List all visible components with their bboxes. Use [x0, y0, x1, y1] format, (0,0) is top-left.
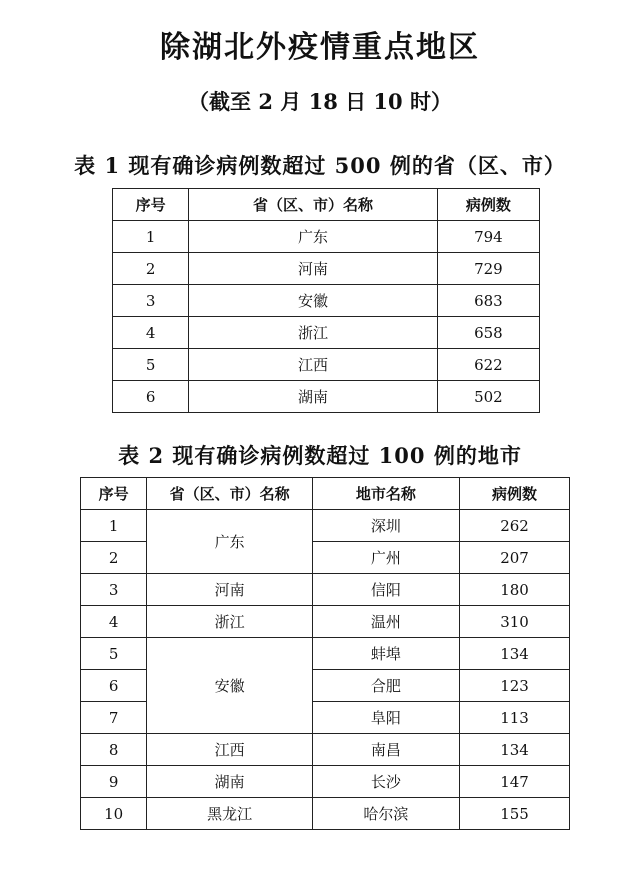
cell-cases: 147	[460, 766, 570, 798]
column-header-city: 地市名称	[312, 478, 459, 510]
table-row	[113, 285, 540, 317]
cell-province: 广东	[147, 510, 312, 574]
table-row	[81, 766, 570, 798]
cell-no: 2	[113, 253, 189, 285]
cell-cases: 134	[460, 638, 570, 670]
cell-no: 9	[81, 766, 147, 798]
cell-no: 3	[81, 574, 147, 606]
cell-no: 7	[81, 702, 147, 734]
column-header-no: 序号	[113, 189, 189, 221]
cell-cases: 310	[460, 606, 570, 638]
cell-province: 湖南	[147, 766, 312, 798]
cell-cases: 729	[437, 253, 539, 285]
cell-city: 长沙	[312, 766, 459, 798]
column-header-province: 省（区、市）名称	[189, 189, 438, 221]
cell-no: 10	[81, 798, 147, 830]
table-row	[113, 317, 540, 349]
cell-city: 南昌	[312, 734, 459, 766]
page-title: 除湖北外疫情重点地区	[160, 30, 480, 65]
cell-no: 5	[113, 349, 189, 381]
cell-cases: 794	[437, 221, 539, 253]
table-row	[113, 253, 540, 285]
table-row	[81, 638, 570, 670]
cell-city: 信阳	[312, 574, 459, 606]
table2-caption: 表 2 现有确诊病例数超过 100 例的地市	[118, 443, 522, 468]
table-row	[113, 221, 540, 253]
cell-city: 深圳	[312, 510, 459, 542]
table-row	[81, 574, 570, 606]
table-header-row	[113, 189, 540, 221]
page-subtitle: （截至 2 月 18 日 10 时）	[188, 89, 452, 114]
cell-city: 蚌埠	[312, 638, 459, 670]
cell-city: 哈尔滨	[312, 798, 459, 830]
cell-province: 浙江	[147, 606, 312, 638]
cell-cases: 502	[437, 381, 539, 413]
cell-province: 广东	[189, 221, 438, 253]
cell-province: 黑龙江	[147, 798, 312, 830]
cell-province: 江西	[147, 734, 312, 766]
table-header-row	[81, 478, 570, 510]
cell-cases: 622	[437, 349, 539, 381]
cell-cases: 113	[460, 702, 570, 734]
table-row	[81, 510, 570, 542]
cell-cases: 180	[460, 574, 570, 606]
cell-cases: 262	[460, 510, 570, 542]
cell-city: 阜阳	[312, 702, 459, 734]
cell-province: 安徽	[147, 638, 312, 734]
cell-province: 湖南	[189, 381, 438, 413]
table-row	[81, 734, 570, 766]
table-row	[81, 798, 570, 830]
table-row	[81, 606, 570, 638]
cell-province: 安徽	[189, 285, 438, 317]
cell-cases: 658	[437, 317, 539, 349]
cell-no: 2	[81, 542, 147, 574]
column-header-no: 序号	[81, 478, 147, 510]
cell-no: 1	[81, 510, 147, 542]
cell-cases: 207	[460, 542, 570, 574]
table-row	[113, 349, 540, 381]
cell-no: 4	[81, 606, 147, 638]
table-row	[113, 381, 540, 413]
table1-caption: 表 1 现有确诊病例数超过 500 例的省（区、市）	[74, 153, 566, 178]
cell-cases: 123	[460, 670, 570, 702]
cell-province: 江西	[189, 349, 438, 381]
cell-cases: 155	[460, 798, 570, 830]
cell-no: 6	[113, 381, 189, 413]
column-header-cases: 病例数	[460, 478, 570, 510]
cell-no: 4	[113, 317, 189, 349]
cell-no: 3	[113, 285, 189, 317]
column-header-cases: 病例数	[437, 189, 539, 221]
cell-city: 合肥	[312, 670, 459, 702]
cell-province: 河南	[147, 574, 312, 606]
cell-no: 1	[113, 221, 189, 253]
cell-cases: 134	[460, 734, 570, 766]
cell-province: 河南	[189, 253, 438, 285]
cell-city: 广州	[312, 542, 459, 574]
cell-cases: 683	[437, 285, 539, 317]
cities-table	[80, 477, 570, 830]
cell-no: 8	[81, 734, 147, 766]
column-header-province: 省（区、市）名称	[147, 478, 312, 510]
provinces-table	[112, 188, 540, 413]
cell-no: 5	[81, 638, 147, 670]
cell-city: 温州	[312, 606, 459, 638]
cell-province: 浙江	[189, 317, 438, 349]
cell-no: 6	[81, 670, 147, 702]
